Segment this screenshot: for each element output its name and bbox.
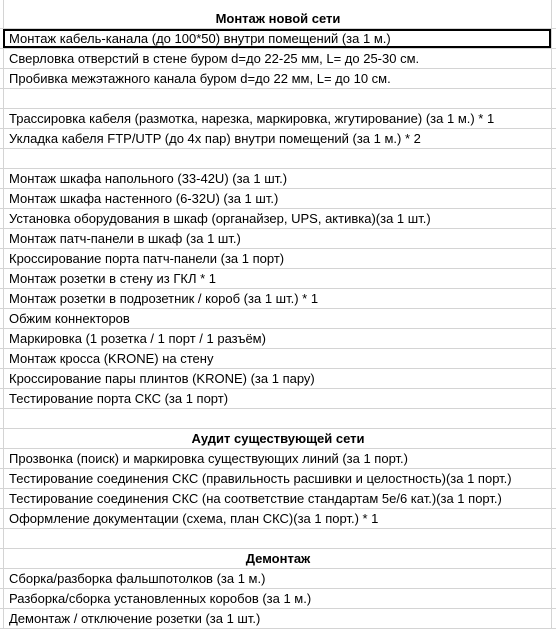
service-cell[interactable]: Монтаж розетки в подрозетник / короб (за 1 шт.) * 1 bbox=[9, 291, 319, 306]
service-cell[interactable]: Сверловка отверстий в стене буром d=до 22-25 мм, L= до 25-30 см. bbox=[9, 51, 420, 66]
section-header-cell[interactable]: Аудит существующей сети bbox=[191, 431, 365, 446]
service-cell[interactable]: Тестирование порта СКС (за 1 порт) bbox=[9, 391, 229, 406]
service-cell[interactable]: Укладка кабеля FTP/UTP (до 4х пар) внутри помещений (за 1 м.) * 2 bbox=[9, 131, 421, 146]
service-cell[interactable]: Демонтаж / отключение розетки (за 1 шт.) bbox=[9, 611, 261, 626]
empty-cell[interactable] bbox=[0, 529, 556, 549]
service-cell[interactable]: Монтаж патч-панели в шкаф (за 1 шт.) bbox=[9, 231, 241, 246]
service-cell[interactable]: Оформление документации (схема, план СКС)(за 1 порт.) * 1 bbox=[9, 511, 379, 526]
service-cell[interactable]: Монтаж кабель-канала (до 100*50) внутри помещений (за 1 м.) bbox=[0, 29, 556, 49]
empty-cell[interactable] bbox=[0, 149, 556, 169]
empty-cell[interactable] bbox=[0, 89, 556, 109]
service-cell[interactable]: Монтаж шкафа напольного (33-42U) (за 1 шт.) bbox=[9, 171, 288, 186]
empty-cell[interactable] bbox=[0, 409, 556, 429]
service-cell[interactable]: Тестирование соединения СКС (на соответствие стандартам 5е/6 кат.)(за 1 порт.) bbox=[9, 491, 502, 506]
service-cell[interactable]: Монтаж кросса (KRONE) на стену bbox=[9, 351, 214, 366]
service-cell[interactable]: Трассировка кабеля (размотка, нарезка, маркировка, жгутирование) (за 1 м.) * 1 bbox=[9, 111, 495, 126]
service-cell[interactable]: Сборка/разборка фальшпотолков (за 1 м.) bbox=[9, 571, 266, 586]
service-cell[interactable]: Разборка/сборка установленных коробов (за 1 м.) bbox=[9, 591, 312, 606]
section-header-cell[interactable]: Монтаж новой сети bbox=[215, 11, 341, 26]
service-cell[interactable]: Маркировка (1 розетка / 1 порт / 1 разъём) bbox=[9, 331, 266, 346]
rows-container bbox=[0, 9, 556, 629]
service-cell[interactable]: Прозвонка (поиск) и маркировка существующих линий (за 1 порт.) bbox=[9, 451, 408, 466]
service-cell[interactable]: Пробивка межэтажного канала буром d=до 22 мм, L= до 10 см. bbox=[9, 71, 391, 86]
service-cell[interactable]: Кроссирование пары плинтов (KRONE) (за 1 пару) bbox=[9, 371, 315, 386]
service-cell[interactable]: Тестирование соединения СКС (правильность расшивки и целостность)(за 1 порт.) bbox=[9, 471, 512, 486]
service-cell[interactable]: Установка оборудования в шкаф (органайзер, UPS, активка)(за 1 шт.) bbox=[9, 211, 431, 226]
service-cell[interactable]: Кроссирование порта патч-панели (за 1 порт) bbox=[9, 251, 285, 266]
service-cell[interactable]: Монтаж шкафа настенного (6-32U) (за 1 шт.) bbox=[9, 191, 279, 206]
service-cell[interactable]: Обжим коннекторов bbox=[9, 311, 130, 326]
service-cell[interactable]: Монтаж розетки в стену из ГКЛ * 1 bbox=[9, 271, 217, 286]
section-header-cell[interactable]: Демонтаж bbox=[245, 551, 311, 566]
